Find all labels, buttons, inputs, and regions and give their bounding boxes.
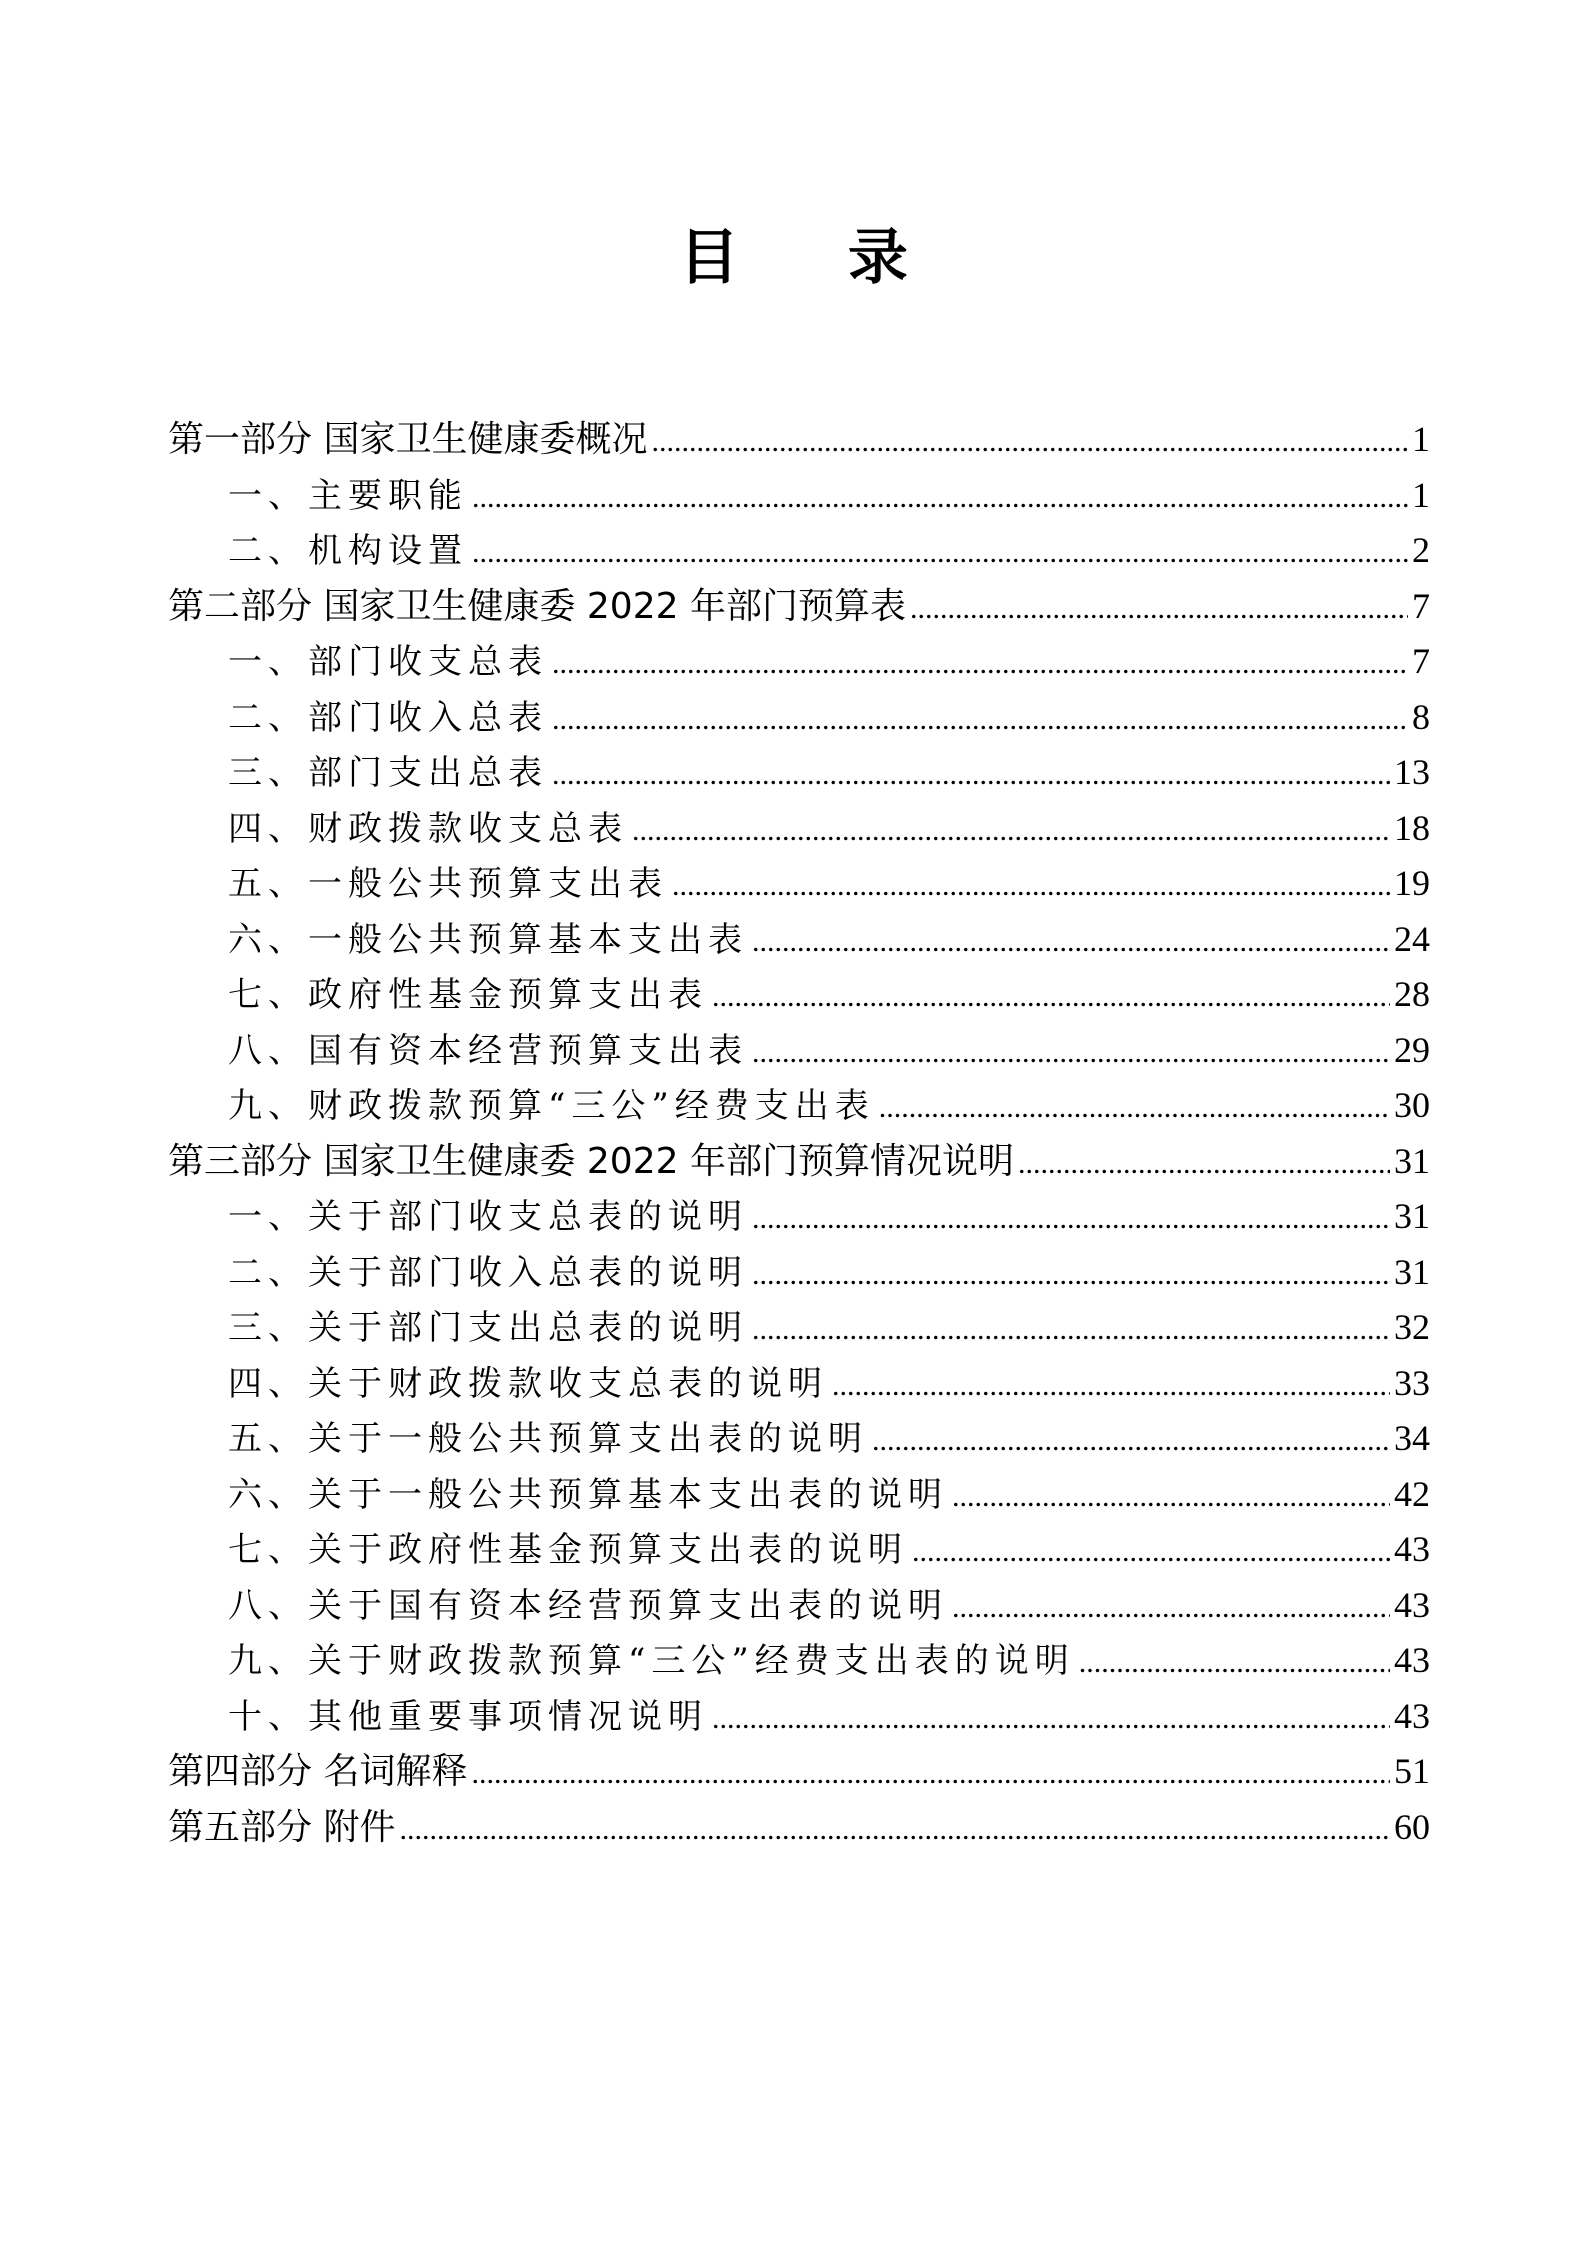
toc-entry-label: 一、主要职能 (228, 475, 468, 516)
toc-entry[interactable] (168, 468, 1430, 524)
toc-entry-label: 九、关于财政拨款预算“三公”经费支出表的说明 (228, 1641, 1075, 1681)
toc-entry[interactable] (168, 690, 1430, 746)
toc-entry[interactable] (168, 634, 1430, 690)
toc-entry-label: 五、关于一般公共预算支出表的说明 (228, 1419, 868, 1459)
toc-entry-label: 三、部门支出总表 (228, 753, 548, 793)
toc-entry-page: 7 (1412, 641, 1430, 681)
toc-entry-page: 13 (1394, 752, 1430, 792)
dot-leader (712, 969, 1390, 1025)
toc-entry-page: 51 (1394, 1751, 1430, 1791)
toc-entry[interactable] (168, 1356, 1430, 1412)
toc-entry[interactable] (168, 912, 1430, 968)
toc-entry-page: 8 (1412, 696, 1430, 737)
dot-leader (832, 1358, 1390, 1414)
dot-leader (1018, 1136, 1390, 1192)
toc-entry-label: 四、财政拨款收支总表 (228, 808, 628, 849)
toc-entry[interactable] (168, 1189, 1430, 1245)
dot-leader (952, 1580, 1390, 1636)
toc-title: 目 录 (679, 223, 952, 293)
toc-entry-label: 九、财政拨款预算“三公”经费支出表 (228, 1086, 875, 1126)
toc-entry-page: 28 (1394, 974, 1430, 1014)
toc-entry-page: 2 (1412, 530, 1430, 570)
dot-leader (752, 1302, 1390, 1358)
toc-entry-page: 60 (1394, 1806, 1430, 1847)
toc-entry-page: 43 (1394, 1584, 1430, 1625)
dot-leader (471, 1746, 1390, 1802)
dot-leader (752, 1247, 1390, 1303)
toc-entry-page: 33 (1394, 1362, 1430, 1403)
toc-entry-label: 五、一般公共预算支出表 (228, 864, 668, 904)
toc-entry-page: 31 (1394, 1251, 1430, 1292)
toc-entry[interactable] (168, 967, 1430, 1023)
dot-leader (472, 470, 1408, 526)
toc-entry-page: 31 (1394, 1140, 1430, 1181)
toc-entry-label: 六、一般公共预算基本支出表 (228, 919, 748, 960)
toc-entry[interactable] (168, 745, 1430, 801)
toc-entry-label: 二、部门收入总表 (228, 697, 548, 738)
toc-entry-page: 43 (1394, 1529, 1430, 1569)
toc-entry-page: 29 (1394, 1029, 1430, 1070)
toc-entry-label: 四、关于财政拨款收支总表的说明 (228, 1363, 828, 1404)
toc-entry-label: 第二部分 国家卫生健康委 2022 年部门预算表 (168, 585, 906, 627)
dot-leader (910, 581, 1408, 637)
toc-entry-page: 18 (1394, 807, 1430, 848)
toc-entry-page: 1 (1412, 474, 1430, 515)
toc-entry-page: 42 (1394, 1473, 1430, 1514)
dot-leader (752, 1025, 1390, 1081)
toc-entry-page: 1 (1412, 419, 1430, 459)
toc-entry-label: 二、关于部门收入总表的说明 (228, 1252, 748, 1293)
toc-entry-part-1[interactable] (168, 412, 1430, 468)
toc-entry[interactable] (168, 1245, 1430, 1301)
dot-leader (552, 692, 1408, 748)
toc-entry[interactable] (168, 1522, 1430, 1578)
table-of-contents (168, 412, 1430, 1855)
toc-entry[interactable] (168, 1633, 1430, 1689)
dot-leader (552, 747, 1390, 803)
toc-entry-label: 八、国有资本经营预算支出表 (228, 1030, 748, 1071)
toc-entry[interactable] (168, 1023, 1430, 1079)
dot-leader (472, 525, 1408, 581)
toc-entry[interactable] (168, 1689, 1430, 1745)
dot-leader (912, 1524, 1390, 1580)
toc-entry-label: 第五部分 附件 (168, 1806, 396, 1848)
toc-entry[interactable] (168, 1578, 1430, 1634)
toc-entry[interactable] (168, 1467, 1430, 1523)
toc-entry[interactable] (168, 856, 1430, 912)
toc-entry-page: 32 (1394, 1307, 1430, 1347)
toc-entry-label: 第一部分 国家卫生健康委概况 (168, 419, 648, 460)
dot-leader (752, 1191, 1390, 1247)
dot-leader (552, 636, 1408, 692)
toc-entry[interactable] (168, 1300, 1430, 1356)
toc-entry-label: 一、部门收支总表 (228, 642, 548, 682)
toc-entry[interactable] (168, 1078, 1430, 1134)
toc-entry-part-2[interactable] (168, 579, 1430, 635)
toc-entry-part-5[interactable] (168, 1800, 1430, 1856)
dot-leader (1079, 1635, 1390, 1691)
dot-leader (712, 1691, 1390, 1747)
toc-entry-label: 八、关于国有资本经营预算支出表的说明 (228, 1585, 948, 1626)
toc-entry-page: 19 (1394, 863, 1430, 903)
dot-leader (399, 1802, 1390, 1858)
toc-entry-page: 31 (1394, 1196, 1430, 1236)
toc-entry-part-3[interactable] (168, 1134, 1430, 1190)
dot-leader (672, 858, 1390, 914)
dot-leader (872, 1413, 1390, 1469)
toc-entry-page: 34 (1394, 1418, 1430, 1458)
toc-entry-page: 30 (1394, 1085, 1430, 1125)
toc-entry[interactable] (168, 1411, 1430, 1467)
toc-entry-page: 43 (1394, 1640, 1430, 1680)
toc-entry-label: 一、关于部门收支总表的说明 (228, 1197, 748, 1237)
toc-entry-page: 7 (1412, 585, 1430, 626)
toc-entry-label: 三、关于部门支出总表的说明 (228, 1308, 748, 1348)
toc-entry-page: 43 (1394, 1695, 1430, 1736)
dot-leader (952, 1469, 1390, 1525)
toc-entry-label: 七、关于政府性基金预算支出表的说明 (228, 1530, 908, 1570)
toc-entry-label: 七、政府性基金预算支出表 (228, 975, 708, 1015)
toc-entry-label: 六、关于一般公共预算基本支出表的说明 (228, 1474, 948, 1515)
dot-leader (752, 914, 1390, 970)
toc-entry-page: 24 (1394, 918, 1430, 959)
dot-leader (632, 803, 1390, 859)
toc-entry-label: 二、机构设置 (228, 531, 468, 571)
toc-entry[interactable] (168, 523, 1430, 579)
dot-leader (651, 414, 1408, 470)
dot-leader (879, 1080, 1390, 1136)
toc-entry[interactable] (168, 801, 1430, 857)
toc-entry-label: 第三部分 国家卫生健康委 2022 年部门预算情况说明 (168, 1140, 1014, 1182)
toc-entry-label: 第四部分 名词解释 (168, 1751, 468, 1792)
toc-entry-part-4[interactable] (168, 1744, 1430, 1800)
toc-entry-label: 十、其他重要事项情况说明 (228, 1696, 708, 1737)
